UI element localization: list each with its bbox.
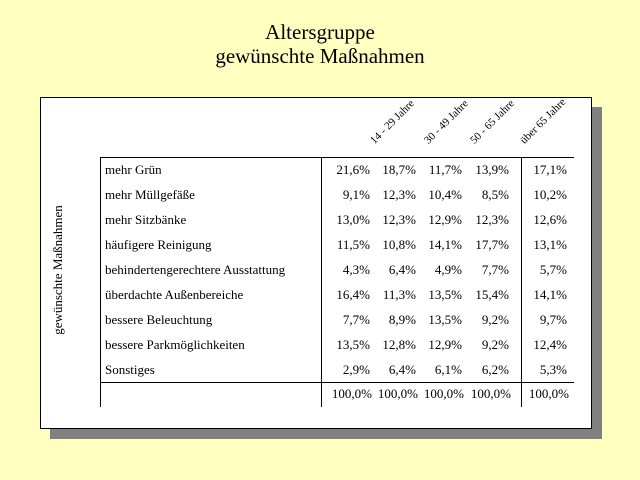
value-cell: 7,7% (481, 262, 509, 277)
value-cell: 18,7% (382, 162, 416, 177)
value-cell: 12,3% (382, 212, 416, 227)
value-cell: 7,7% (342, 312, 370, 327)
total-value: 100,0% (331, 386, 372, 401)
table-row (100, 207, 574, 232)
row-label: mehr Müllgefäße (105, 187, 195, 202)
value-cell: 12,8% (382, 337, 416, 352)
value-cell: 8,9% (388, 312, 416, 327)
table-row (100, 182, 574, 207)
value-cell: 13,0% (336, 212, 370, 227)
chart-title (0, 20, 640, 68)
value-cell: 13,5% (428, 287, 462, 302)
column-header-14-29: 14 - 29 Jahre (368, 97, 417, 147)
value-cell: 13,5% (428, 312, 462, 327)
row-label: mehr Sitzbänke (105, 212, 187, 227)
value-cell: 12,3% (475, 212, 509, 227)
value-cell: 4,3% (342, 262, 370, 277)
total-cell: 17,1% (533, 162, 567, 177)
row-label: bessere Beleuchtung (105, 312, 213, 327)
total-cell: 5,7% (539, 262, 567, 277)
header-rule (100, 157, 574, 158)
table-row (100, 282, 574, 307)
row-label: mehr Grün (105, 162, 162, 177)
total-value: 100,0% (423, 386, 464, 401)
value-cell: 13,5% (336, 337, 370, 352)
value-cell: 12,9% (428, 337, 462, 352)
total-cell: 12,4% (533, 337, 567, 352)
value-cell: 4,9% (434, 262, 462, 277)
value-cell: 21,6% (336, 162, 370, 177)
total-cell: 12,6% (533, 212, 567, 227)
total-cell: 14,1% (533, 287, 567, 302)
totals-row (100, 382, 574, 407)
total-value: 100,0% (528, 386, 569, 401)
value-cell: 9,2% (481, 337, 509, 352)
title-line-2: gewünschte Maßnahmen (215, 44, 425, 68)
value-cell: 8,5% (481, 187, 509, 202)
total-cell: 9,7% (539, 312, 567, 327)
table-row (100, 332, 574, 357)
total-value: 100,0% (470, 386, 511, 401)
data-table (100, 157, 574, 407)
table-row (100, 232, 574, 257)
table-row (100, 357, 574, 382)
total-cell: 5,3% (539, 362, 567, 377)
table-row (100, 157, 574, 182)
value-cell: 14,1% (428, 237, 462, 252)
value-cell: 16,4% (336, 287, 370, 302)
value-cell: 2,9% (342, 362, 370, 377)
value-cell: 15,4% (475, 287, 509, 302)
value-cell: 13,9% (475, 162, 509, 177)
label-column-rule (100, 157, 101, 407)
value-cell: 9,2% (481, 312, 509, 327)
totals-rule (100, 382, 574, 383)
value-cell: 12,3% (382, 187, 416, 202)
value-cell: 12,9% (428, 212, 462, 227)
value-cell: 10,8% (382, 237, 416, 252)
value-cell: 11,3% (382, 287, 416, 302)
value-cell: 9,1% (342, 187, 370, 202)
total-value: 100,0% (377, 386, 418, 401)
row-label: Sonstiges (105, 362, 155, 377)
row-label: überdachte Außenbereiche (105, 287, 244, 302)
total-cell: 10,2% (533, 187, 567, 202)
column-header-50-65: 50 - 65 Jahre (468, 97, 517, 147)
row-label: behindertengerechtere Ausstattung (105, 262, 286, 277)
value-cell: 6,1% (434, 362, 462, 377)
row-axis-label: gewünschte Maßnahmen (50, 205, 65, 335)
value-cell: 11,5% (336, 237, 370, 252)
column-header-ueber-65: über 65 Jahre (518, 96, 569, 147)
value-cell: 6,4% (388, 262, 416, 277)
column-header-30-49: 30 - 49 Jahre (422, 97, 471, 147)
table-row (100, 307, 574, 332)
row-label: häufigere Reinigung (105, 237, 212, 252)
value-cell: 6,2% (481, 362, 509, 377)
table-row (100, 257, 574, 282)
total-cell: 13,1% (533, 237, 567, 252)
value-cell: 17,7% (475, 237, 509, 252)
total-column-rule (521, 157, 522, 407)
value-cell: 6,4% (388, 362, 416, 377)
value-cell: 10,4% (428, 187, 462, 202)
title-line-1: Altersgruppe (265, 20, 375, 44)
values-column-rule (321, 157, 322, 407)
row-label: bessere Parkmöglichkeiten (105, 337, 245, 352)
value-cell: 11,7% (428, 162, 462, 177)
